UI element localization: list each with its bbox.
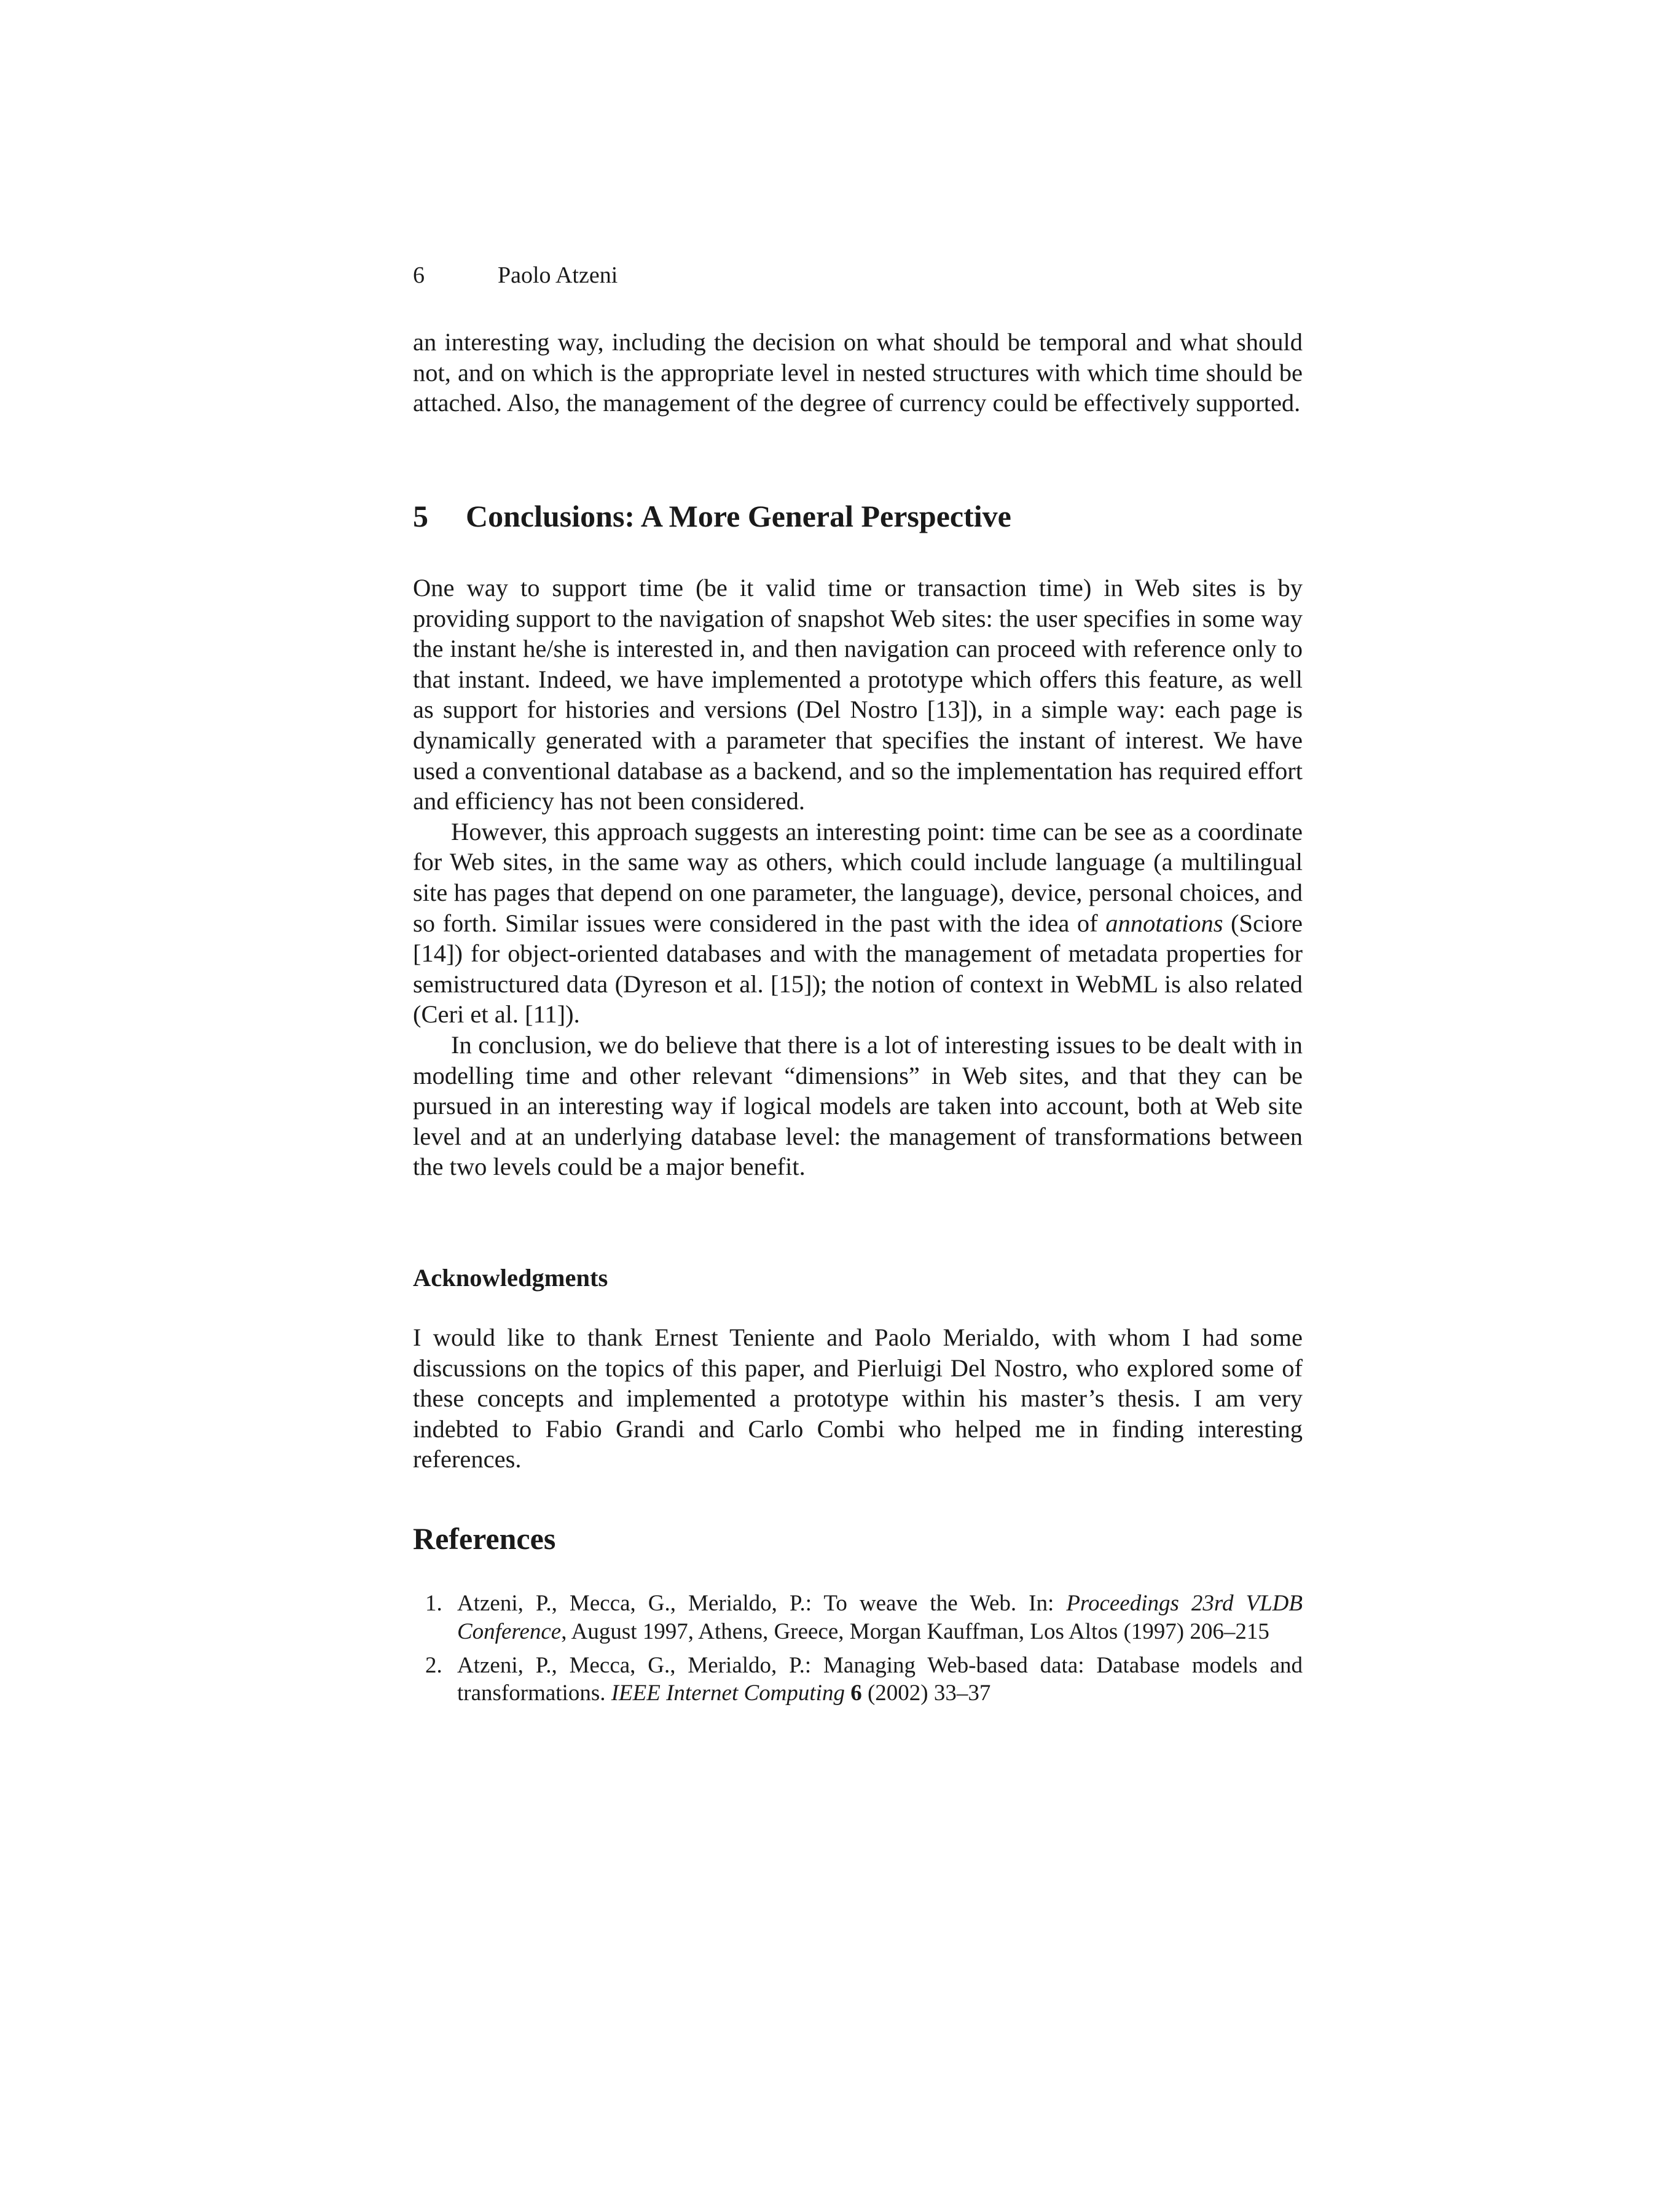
page-number: 6 (413, 262, 425, 288)
acknowledgments-body (413, 1322, 1303, 1475)
reference-details: (2002) 33–37 (861, 1681, 991, 1706)
intro-paragraph-block (413, 327, 1303, 418)
reference-number: 1. (425, 1591, 442, 1616)
reference-details: , August 1997, Athens, Greece, Morgan Kauffman, Los Altos (1997) 206–215 (561, 1618, 1269, 1644)
reference-text: Atzeni, P., Mecca, G., Merialdo, P.: To weave the Web. In: (457, 1591, 1067, 1616)
section-paragraph-3: In conclusion, we do believe that there is a lot of interesting issues to be dealt with in modelling time and other relevant “dimensions” in Web sites, and that they can be pursued in an interesting way if logical models are taken into account, both at Web site level and at an underlying database level: the management of transformations between the two levels could be a major benefit. (413, 1030, 1303, 1181)
references-heading: References (413, 1521, 556, 1556)
acknowledgments-heading: Acknowledgments (413, 1264, 608, 1292)
running-head-author: Paolo Atzeni (498, 262, 618, 288)
reference-venue: Proceedings 23rd VLDB Conference (457, 1591, 1303, 1644)
reference-item (413, 1590, 1303, 1646)
paragraph-2-emphasis: annotations (1105, 909, 1223, 937)
section-paragraph-1: One way to support time (be it valid time or transaction time) in Web sites is by providing support to the navigation of snapshot Web sites: the user specifies in some way the instant he/she is interested in, and then navigation can proceed with reference only to that instant. Indeed, we have implemented a prototype which offers this feature, as well as support for histories and versions (Del Nostro [13]), in a simple way: each page is dynamically generated with a parameter that specifies the instant of interest. We have used a conventional database as a backend, and so the implementation has required effort and efficiency has not been considered. (413, 574, 1303, 815)
reference-text: Atzeni, P., Mecca, G., Merialdo, P.: Managing Web-based data: Database models and transformations. (457, 1652, 1303, 1706)
section-body (413, 573, 1303, 1182)
section-title: Conclusions: A More General Perspective (466, 499, 1011, 533)
section-heading (413, 498, 1011, 535)
paragraph-2-text-before: However, this approach suggests an interesting point: time can be see as a coordinate for Web sites, in the same way as others, which could include language (a multilingual site has pages that depend on one parameter, the language), device, personal choices, and so forth. Similar issues were considered in the past with the idea of (413, 817, 1303, 937)
section-paragraph-2 (413, 817, 1303, 1030)
paragraph-2-text-after: (Sciore [14]) for object-oriented databases and with the management of metadata properties for semistructured data (Dyreson et al. [15]); the notion of context in WebML is also related (Ceri et al. [11]). (413, 909, 1303, 1029)
intro-paragraph: an interesting way, including the decision on what should be temporal and what should not, and on which is the appropriate level in nested structures with which time should be attached. Also, the management of the degree of currency could be effectively supported. (413, 328, 1303, 417)
reference-volume: 6 (850, 1681, 862, 1706)
reference-venue: IEEE Internet Computing (611, 1681, 845, 1706)
references-list (413, 1590, 1303, 1713)
reference-item (413, 1652, 1303, 1708)
section-number: 5 (413, 499, 428, 533)
running-head (413, 261, 618, 290)
reference-number: 2. (425, 1652, 442, 1678)
acknowledgments-text: I would like to thank Ernest Teniente and Paolo Merialdo, with whom I had some discussions on the topics of this paper, and Pierluigi Del Nostro, who explored some of these concepts and implemented a prototype within his master’s thesis. I am very indebted to Fabio Grandi and Carlo Combi who helped me in finding interesting references. (413, 1324, 1303, 1473)
